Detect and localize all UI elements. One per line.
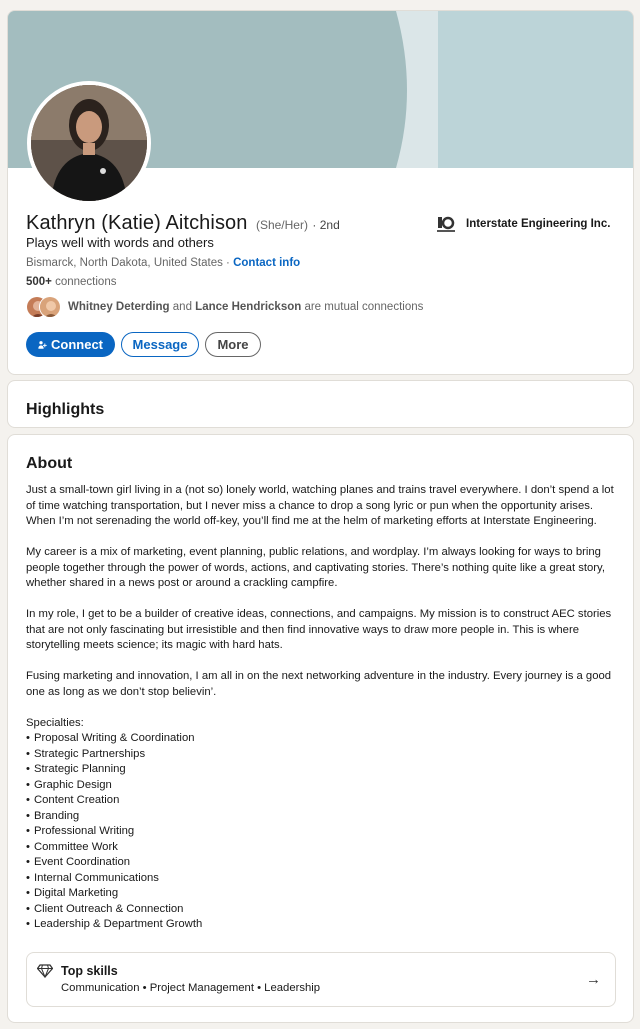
- pronouns: (She/Her): [255, 218, 308, 232]
- about-title: About: [26, 455, 73, 472]
- add-person-icon: [38, 339, 47, 351]
- current-company[interactable]: [436, 214, 610, 234]
- connect-label: Connect: [51, 337, 103, 352]
- location-row: [26, 257, 300, 269]
- about-paragraph: In my role, I get to be a builder of creative ideas, connections, and campaigns. My mission is to construct AEC stories that are not only fascinating but irresistible and then find innovative ways to draw more people in. This is where storytelling meets science; its magic with hard hats.: [26, 608, 612, 651]
- highlights-card: [7, 380, 634, 428]
- profile-name: Kathryn (Katie) Aitchison: [26, 212, 248, 234]
- about-paragraph: My career is a mix of marketing, event planning, public relations, and wordplay. I’m always looking for ways to bring people together through the power of words, actions, and captivating stories. There’s nothing quite like a great story, whether shared in a news post or around a crackling campfire.: [26, 546, 605, 589]
- connection-degree: · 2nd: [312, 218, 340, 232]
- company-name: Interstate Engineering Inc.: [466, 218, 611, 230]
- mutual-connections[interactable]: [26, 296, 423, 318]
- name-row: [26, 212, 340, 235]
- specialty-item: • Content Creation: [26, 793, 620, 809]
- specialty-item: • Proposal Writing & Coordination: [26, 731, 620, 747]
- specialty-item: • Strategic Partnerships: [26, 747, 620, 763]
- specialty-item: • Branding: [26, 809, 620, 825]
- top-skills-box[interactable]: [26, 952, 616, 1007]
- mutual-avatars: [26, 296, 62, 318]
- location-separator: ·: [222, 257, 234, 269]
- mutual-avatar: [39, 296, 61, 318]
- specialty-item: • Event Coordination: [26, 855, 620, 871]
- about-paragraph: Fusing marketing and innovation, I am all in on the next networking adventure in the industry. Every journey is a good one as long as we don’t stop believin’.: [26, 670, 612, 698]
- top-skills-title: Top skills: [61, 964, 118, 978]
- more-button[interactable]: More: [205, 332, 261, 357]
- diamond-icon: [37, 964, 53, 978]
- highlights-title: Highlights: [26, 401, 105, 418]
- connections-count[interactable]: [26, 276, 116, 288]
- specialties-list: [26, 731, 620, 933]
- profile-photo[interactable]: [27, 81, 151, 205]
- specialty-item: • Committee Work: [26, 840, 620, 856]
- location: Bismarck, North Dakota, United States: [26, 257, 223, 269]
- mutual-suffix: are mutual connections: [301, 301, 424, 313]
- specialty-item: • Strategic Planning: [26, 762, 620, 778]
- specialty-item: • Digital Marketing: [26, 886, 620, 902]
- company-logo-icon: [436, 214, 456, 234]
- profile-headline: Plays well with words and others: [26, 235, 214, 250]
- top-skills-list: Communication • Project Management • Leadership: [61, 982, 321, 994]
- about-paragraph: Just a small-town girl living in a (not so) lonely world, watching planes and trains travel everywhere. I don’t spend a lot of time watching transportation, but I never miss a chance to drop a song lyric or pun when the opportunity arises. When I’m not serenading the world off-key, you’ll find me at the helm of marketing efforts at Interstate Engineering.: [26, 484, 614, 527]
- about-card: [7, 434, 634, 1023]
- connect-button[interactable]: [26, 332, 115, 357]
- mutual-name-1: Whitney Deterding: [68, 301, 170, 313]
- contact-info-link[interactable]: Contact info: [233, 257, 301, 269]
- mutual-and: and: [169, 301, 196, 313]
- arrow-right-icon[interactable]: →: [586, 971, 601, 988]
- specialty-item: • Graphic Design: [26, 778, 620, 794]
- mutual-name-2: Lance Hendrickson: [195, 301, 302, 313]
- connections-number: 500+: [26, 276, 52, 288]
- profile-top-card: [7, 10, 634, 375]
- profile-actions: [26, 332, 261, 357]
- specialty-item: • Professional Writing: [26, 824, 620, 840]
- about-text: [26, 483, 620, 933]
- message-button[interactable]: Message: [121, 332, 199, 357]
- specialty-item: • Internal Communications: [26, 871, 620, 887]
- connections-label: connections: [51, 276, 117, 288]
- specialty-item: • Leadership & Department Growth: [26, 917, 620, 933]
- specialty-item: • Client Outreach & Connection: [26, 902, 620, 918]
- specialties-label: Specialties:: [26, 716, 84, 729]
